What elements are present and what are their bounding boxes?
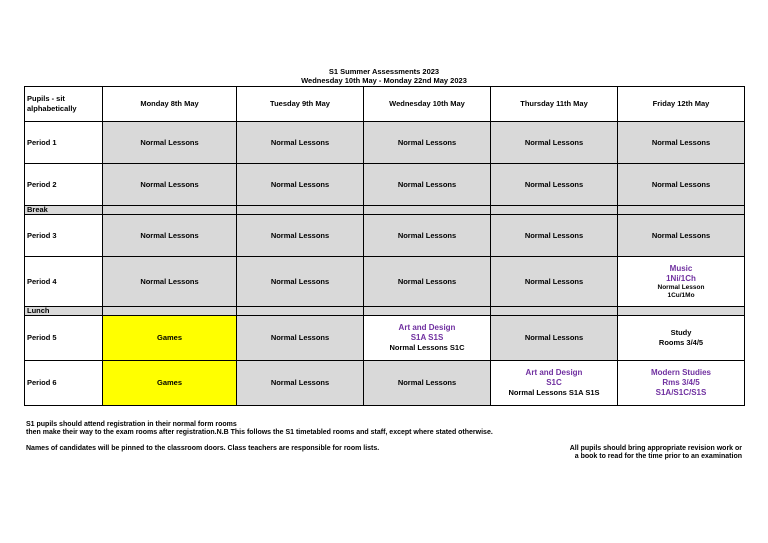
subject-art-design: Art and Design [525, 368, 583, 377]
subject-rooms: Rms 3/4/5 [662, 378, 700, 387]
row-period-6 [25, 361, 745, 406]
cell-monday: Normal Lessons [103, 164, 237, 206]
lunch-cell [618, 307, 745, 316]
header-corner: Pupils - sit alphabetically [25, 87, 103, 122]
lunch-cell [103, 307, 237, 316]
normal-lesson-note: Normal Lesson [657, 283, 705, 291]
lunch-cell [237, 307, 364, 316]
lunch-cell [491, 307, 618, 316]
subject-art-design: Art and Design [398, 323, 456, 332]
break-label: Break [25, 206, 103, 215]
header-day-tuesday: Tuesday 9th May [237, 87, 364, 122]
cell-friday [618, 316, 745, 361]
row-period-5 [25, 316, 745, 361]
normal-lesson-note: Normal Lessons S1A S1S [508, 388, 600, 397]
cell-friday [618, 257, 745, 307]
title-line-1: S1 Summer Assessments 2023 [328, 67, 440, 76]
lunch-label: Lunch [25, 307, 103, 316]
cell-wednesday: Normal Lessons [364, 164, 491, 206]
cell-tuesday: Normal Lessons [237, 164, 364, 206]
page-title [0, 67, 768, 85]
period-label: Period 2 [25, 164, 103, 206]
header-day-wednesday: Wednesday 10th May [364, 87, 491, 122]
title-line-2: Wednesday 10th May - Monday 22nd May 2023 [301, 76, 467, 85]
subject-modern-studies: Modern Studies [650, 368, 711, 377]
cell-thursday: Normal Lessons [491, 316, 618, 361]
break-cell [491, 206, 618, 215]
registration-note-line-1: S1 pupils should attend registration in their normal form rooms [26, 421, 237, 428]
cell-wednesday: Normal Lessons [364, 215, 491, 257]
subject-groups: 1Ni/1Ch [666, 273, 696, 283]
cell-thursday: Normal Lessons [491, 122, 618, 164]
revision-note [520, 445, 742, 461]
cell-friday: Normal Lessons [618, 215, 745, 257]
cell-friday [618, 361, 745, 406]
cell-thursday: Normal Lessons [491, 215, 618, 257]
subject-music: Music [669, 263, 693, 273]
cell-monday-games: Games [103, 361, 237, 406]
registration-note [26, 421, 586, 437]
cell-thursday: Normal Lessons [491, 164, 618, 206]
period-label: Period 3 [25, 215, 103, 257]
cell-thursday: Normal Lessons [491, 257, 618, 307]
normal-lesson-note: Normal Lessons S1C [389, 343, 465, 352]
cell-wednesday [364, 316, 491, 361]
period-label: Period 4 [25, 257, 103, 307]
cell-tuesday: Normal Lessons [237, 316, 364, 361]
period-label: Period 1 [25, 122, 103, 164]
period-label: Period 6 [25, 361, 103, 406]
study-label: Study [670, 328, 692, 337]
timetable [24, 86, 745, 406]
break-cell [237, 206, 364, 215]
cell-wednesday: Normal Lessons [364, 122, 491, 164]
header-row [25, 87, 745, 122]
break-cell [103, 206, 237, 215]
registration-note-line-2: then make their way to the exam rooms after registration.N.B This follows the S1 timetabled rooms and staff, except where stated otherwise. [26, 429, 493, 436]
row-break [25, 206, 745, 215]
lunch-cell [364, 307, 491, 316]
subject-groups: S1C [546, 378, 562, 387]
study-rooms: Rooms 3/4/5 [658, 338, 704, 347]
cell-monday: Normal Lessons [103, 215, 237, 257]
revision-note-line-2: a book to read for the time prior to an examination [574, 453, 742, 460]
subject-groups: S1A S1S [410, 333, 444, 342]
cell-thursday [491, 361, 618, 406]
row-period-1 [25, 122, 745, 164]
cell-monday: Normal Lessons [103, 122, 237, 164]
cell-wednesday: Normal Lessons [364, 361, 491, 406]
cell-monday: Normal Lessons [103, 257, 237, 307]
header-day-friday: Friday 12th May [618, 87, 745, 122]
period-label: Period 5 [25, 316, 103, 361]
row-period-2 [25, 164, 745, 206]
room-lists-note: Names of candidates will be pinned to the classroom doors. Class teachers are responsible for room lists. [26, 445, 380, 452]
break-cell [618, 206, 745, 215]
cell-wednesday: Normal Lessons [364, 257, 491, 307]
header-day-monday: Monday 8th May [103, 87, 237, 122]
cell-monday-games: Games [103, 316, 237, 361]
revision-note-line-1: All pupils should bring appropriate revision work or [569, 445, 742, 452]
header-day-thursday: Thursday 11th May [491, 87, 618, 122]
cell-friday: Normal Lessons [618, 122, 745, 164]
cell-tuesday: Normal Lessons [237, 215, 364, 257]
row-period-3 [25, 215, 745, 257]
cell-tuesday: Normal Lessons [237, 361, 364, 406]
break-cell [364, 206, 491, 215]
cell-tuesday: Normal Lessons [237, 257, 364, 307]
subject-groups: S1A/S1C/S1S [655, 388, 707, 397]
cell-friday: Normal Lessons [618, 164, 745, 206]
row-period-4 [25, 257, 745, 307]
row-lunch [25, 307, 745, 316]
cell-tuesday: Normal Lessons [237, 122, 364, 164]
normal-lesson-groups: 1Cu/1Mo [667, 291, 695, 299]
